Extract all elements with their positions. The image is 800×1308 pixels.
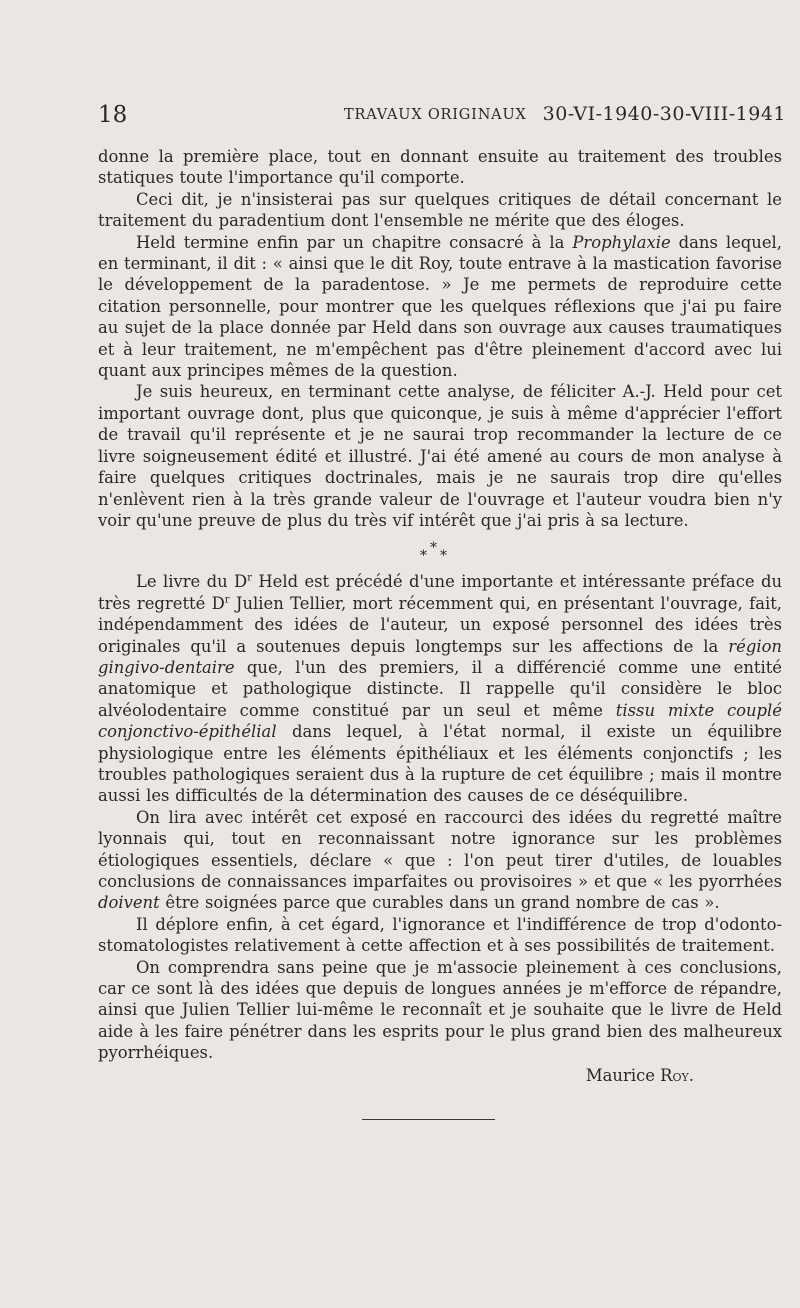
italic-term: doivent [98,893,160,913]
paragraph-6 [98,807,782,914]
running-title: TRAVAUX ORIGINAUX [344,107,527,123]
page-number: 18 [98,102,128,128]
text-run: Held termine enfin par un chapitre consacré à la [136,232,573,252]
text-run: Le livre du D [136,572,248,592]
paragraph-4: Je suis heureux, en terminant cette analyse, de féliciter A.-J. Held pour cet important ouvrage dont, plus que quiconque, je suis à même d'apprécier l'effort de travail qu'il représente et je ne saurai trop recommander la lecture de ce livre soigneusement édité et illustré. J'ai été amené au cours de mon analyse à faire quelques critiques doctrinales, mais je ne saurais trop dire qu'elles n'enlèvent rien à la très grande valeur de l'ouvrage et l'auteur voudra bien n'y voir qu'une preuve de plus du très vif intérêt que j'ai pris à sa lecture. [98,382,782,530]
text-run: que, l'un des premiers, il a différencié comme une entité anatomique et pathologique distincte. Il rappelle qu'il considère le bloc alvéolodentaire comme constitué par un seul et même [98,657,782,720]
text-run: être soignées parce que curables dans un grand nombre de cas ». [159,893,720,913]
superscript: r [247,572,252,584]
signature-period: . [688,1065,694,1085]
text-run: On lira avec intérêt cet exposé en raccourci des idées du regretté maître lyonnais qui, tout en reconnaissant notre ignorance sur les problèmes étiologiques essentiels, déclare « que : l'on peut tirer d'utiles, de louables conclusions de connaissances imparfaites ou provisoires » et que « les pyorrhées [98,807,782,891]
header-dates: 30-VI-1940-30-VIII-1941 [542,103,786,125]
paragraph-2: Ceci dit, je n'insisterai pas sur quelques critiques de détail concernant le traitement du paradentium dont l'ensemble ne mérite que des éloges. [98,189,782,231]
asterisk-top: * [430,540,437,557]
asterisk-left: * [420,548,427,565]
italic-term: région gingivo-dentaire [98,636,782,677]
text-run: Held est précédé d'une importante et intéressante préface du très regretté D [98,572,783,613]
italic-term: tissu mixte couplé conjonctivo-épithélial [98,700,782,742]
paragraph-7: Il déplore enfin, à cet égard, l'ignorance et l'indifférence de trop d'odonto-stomatologistes relativement à cette affection et à ses possibilités de traitement. [98,914,782,956]
asterisk-right: * [440,548,447,565]
superscript: r [224,594,230,606]
article-body [98,146,782,1085]
paragraph-1: donne la première place, tout en donnant ensuite au traitement des troubles statiques toute l'importance qu'il comporte. [98,147,782,188]
page-header [98,102,786,132]
author-signature [98,1066,782,1085]
end-rule [362,1119,495,1120]
italic-term: Prophylaxie [572,232,671,252]
author-last-name: Roy [660,1065,689,1085]
paragraph-8: On comprendra sans peine que je m'associe pleinement à ces conclusions, car ce sont là des idées que depuis de longues années je m'efforce de répandre, ainsi que Julien Tellier lui-même le reconnaît et je souhaite que le livre de Held aide à les faire pénétrer dans les esprits pour le plus grand bien des malheureux pyorrhéiques. [98,957,782,1063]
paragraph-3 [98,232,782,382]
paragraph-5 [98,571,782,806]
text-run: Julien Tellier, mort récemment qui, en présentant l'ouvrage, fait, indépendamment des idées de l'auteur, un exposé personnel des idées très originales qu'il a soutenues depuis longtemps sur les affections de la [98,593,783,656]
text-run: dans lequel, en terminant, il dit : « ainsi que le dit Roy, toute entrave à la mastication favorise le développement de la paradentose. » Je me permets de reproduire cette citation personnelle, pour montrer que les quelques réflexions que j'ai pu faire au sujet de la place donnée par Held dans son ouvrage aux causes traumatiques et à leur traitement, ne m'empêchent pas d'être pleinement d'accord avec lui quant aux principes mêmes de la question. [98,232,783,381]
section-separator-asterism [98,531,782,571]
author-first-name: Maurice [585,1065,661,1085]
text-run: dans lequel, à l'état normal, il existe un équilibre physiologique entre les éléments épithéliaux et les éléments conjonctifs ; les troubles pathologiques seraient dus à la rupture de cet équilibre ; mais il montre aussi les difficultés de la détermination des causes de ce déséquilibre. [98,722,782,806]
